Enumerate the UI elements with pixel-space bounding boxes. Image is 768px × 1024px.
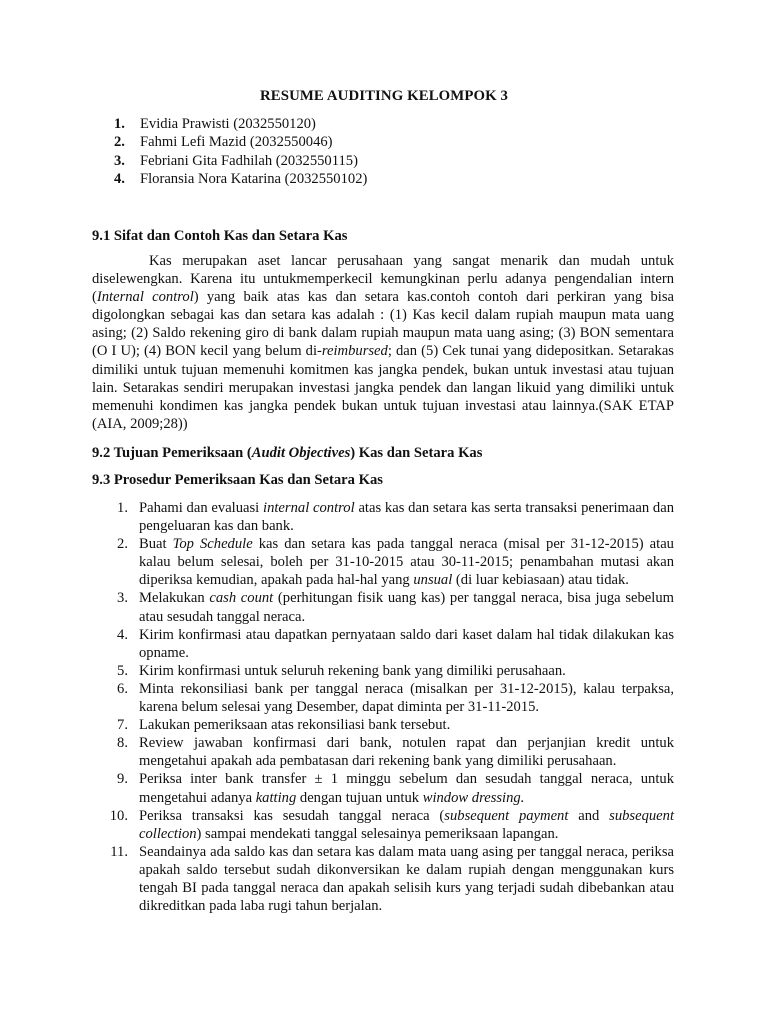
procedure-italic: internal control xyxy=(263,500,355,516)
procedure-text: Seandainya ada saldo kas dan setara kas dalam mata uang asing per tanggal neraca, periksa apakah saldo tersebut sudah dikonversikan ke dalam rupiah dengan menggunakan kurs tengah BI pada tanggal neraca dan apakah selisih kurs yang terjadi sudah dibebankan atau dikreditkan pada laba rugi tahun berjalan. xyxy=(139,843,674,915)
procedure-number: 6. xyxy=(117,680,128,697)
section-heading-9-1: 9.1 Sifat dan Contoh Kas dan Setara Kas xyxy=(92,228,348,244)
procedure-text: Minta rekonsiliasi bank per tanggal neraca (misalkan per 31-12-2015), kalau terpaksa, karena belum selesai yang Desember, dapat diminta per 31-11-2015. xyxy=(139,680,674,716)
procedure-number: 10. xyxy=(109,807,128,824)
member-number: 1. xyxy=(114,116,125,132)
procedure-italic: subsequent collection xyxy=(139,807,674,842)
procedure-number: 7. xyxy=(117,717,128,734)
procedure-text: dengan tujuan untuk xyxy=(296,789,423,806)
heading-text: ) Kas dan Setara Kas xyxy=(350,445,483,461)
para-text: Kas merupakan aset lancar perusahaan yang sangat menarik dan mudah untuk diselewengkan. Karena itu untukmemperkecil kemungkinan perlu adanya pengendalian intern ( xyxy=(92,253,674,306)
member-item xyxy=(114,115,367,133)
member-name: Evidia Prawisti (2032550120) xyxy=(140,116,316,132)
procedure-text: (di luar kebiasaan) atau tidak. xyxy=(452,572,629,589)
procedure-item xyxy=(92,807,674,843)
member-name: Floransia Nora Katarina (2032550102) xyxy=(140,170,368,187)
procedure-text: Review jawaban konfirmasi dari bank, notulen rapat dan perjanjian kredit untuk mengetahui apakah ada pembatasan dari rekening bank yang dimiliki perusahaan. xyxy=(139,735,674,770)
procedure-list xyxy=(92,499,674,915)
procedure-text: Periksa transaksi kas sesudah tanggal neraca ( xyxy=(139,807,445,824)
procedure-text: kas dan setara kas pada tanggal neraca (misal per 31-12-2015) atau kalau belum selesai, boleh per 31-10-2015 atau 30-11-2015; penambahan mutasi akan diperiksa kemudian, apakah pada hal-hal yang xyxy=(139,536,674,589)
procedure-text: Kirim konfirmasi atau dapatkan pernyataan saldo dari kaset dalam hal tidak dilakukan kas opname. xyxy=(139,626,674,661)
heading-italic: Audit Objectives xyxy=(251,445,351,461)
member-number: 3. xyxy=(114,152,125,169)
procedure-text: (perhitungan fisik uang kas) per tanggal neraca, bisa juga sebelum atau sesudah tanggal neraca. xyxy=(139,590,674,625)
procedure-item xyxy=(92,589,674,625)
para-italic: reimbursed xyxy=(321,343,388,360)
procedure-item xyxy=(92,499,674,535)
procedure-italic: katting xyxy=(255,789,297,806)
procedure-number: 4. xyxy=(117,626,128,643)
procedure-number: 11. xyxy=(110,843,128,860)
procedure-item xyxy=(92,680,674,716)
procedure-item xyxy=(92,716,674,734)
procedure-number: 8. xyxy=(117,735,128,752)
procedure-number: 9. xyxy=(117,771,128,788)
member-name: Fahmi Lefi Mazid (2032550046) xyxy=(140,134,333,151)
procedure-text: Pahami dan evaluasi xyxy=(139,500,264,516)
procedure-item xyxy=(92,734,674,770)
heading-text: 9.2 Tujuan Pemeriksaan ( xyxy=(92,445,252,461)
para-text: ) yang baik atas kas dan setara kas.contoh contoh dari perkiran yang bisa digolongkan sebagai kas dan setara kas adalah : (1) Kas kecil dalam rupiah maupun mata uang asing; (2) Saldo rekening giro di bank dalam rupiah maupun mata uang asing; (3) BON sementara (O I U); (4) BON kecil yang belum di- xyxy=(92,289,674,360)
procedure-number: 5. xyxy=(117,662,128,679)
procedure-text: ) sampai mendekati tanggal selesainya pemeriksaan lapangan. xyxy=(196,825,559,842)
procedure-italic: window dressing. xyxy=(422,789,525,806)
procedure-text: atas kas dan setara kas serta transaksi penerimaan dan pengeluaran kas dan bank. xyxy=(139,500,675,535)
member-item xyxy=(114,133,367,151)
procedure-item xyxy=(92,626,674,662)
procedure-text: and xyxy=(568,807,610,824)
member-name: Febriani Gita Fadhilah (2032550115) xyxy=(140,152,358,169)
member-item xyxy=(114,152,367,170)
para-text: ; dan (5) Cek tunai yang didepositkan. Setarakas dimiliki untuk tujuan memenuhi komitmen kas jangka pendek, bukan untuk investasi atau tujuan lain. Setarakas sendiri merupakan investasi jangka pendek dan langan likuid yang dimiliki untuk memenuhi kondimen kas jangka pendek bukan untuk tujuan investasi atau lainnya.(SAK ETAP (AIA, 2009;28)) xyxy=(92,343,674,432)
procedure-italic: Top Schedule xyxy=(172,536,253,553)
procedure-text: Kirim konfirmasi untuk seluruh rekening bank yang dimiliki perusahaan. xyxy=(139,662,566,679)
procedure-number: 3. xyxy=(117,590,128,607)
section-heading-9-3: 9.3 Prosedur Pemeriksaan Kas dan Setara Kas xyxy=(92,472,383,488)
member-list xyxy=(114,115,367,188)
member-number: 2. xyxy=(114,134,125,151)
document-title: RESUME AUDITING KELOMPOK 3 xyxy=(259,88,508,104)
member-number: 4. xyxy=(114,170,125,187)
procedure-item xyxy=(92,770,674,806)
procedure-number: 1. xyxy=(117,500,128,516)
procedure-item xyxy=(92,843,674,915)
para-italic: Internal control xyxy=(96,289,194,306)
procedure-item xyxy=(92,662,674,680)
procedure-number: 2. xyxy=(117,536,128,553)
member-item xyxy=(114,170,367,188)
procedure-text: Buat xyxy=(139,536,173,553)
procedure-text: Melakukan xyxy=(139,590,210,607)
section-heading-9-2 xyxy=(92,445,482,462)
procedure-italic: unsual xyxy=(413,572,453,589)
procedure-text: Periksa inter bank transfer ± 1 minggu sebelum dan sesudah tanggal neraca, untuk mengetahui adanya xyxy=(139,771,674,806)
section-9-1-paragraph xyxy=(92,252,674,433)
procedure-item xyxy=(92,535,674,589)
procedure-italic: cash count xyxy=(209,590,274,607)
procedure-italic: subsequent payment xyxy=(444,807,569,824)
procedure-text: Lakukan pemeriksaan atas rekonsiliasi bank tersebut. xyxy=(139,717,451,734)
